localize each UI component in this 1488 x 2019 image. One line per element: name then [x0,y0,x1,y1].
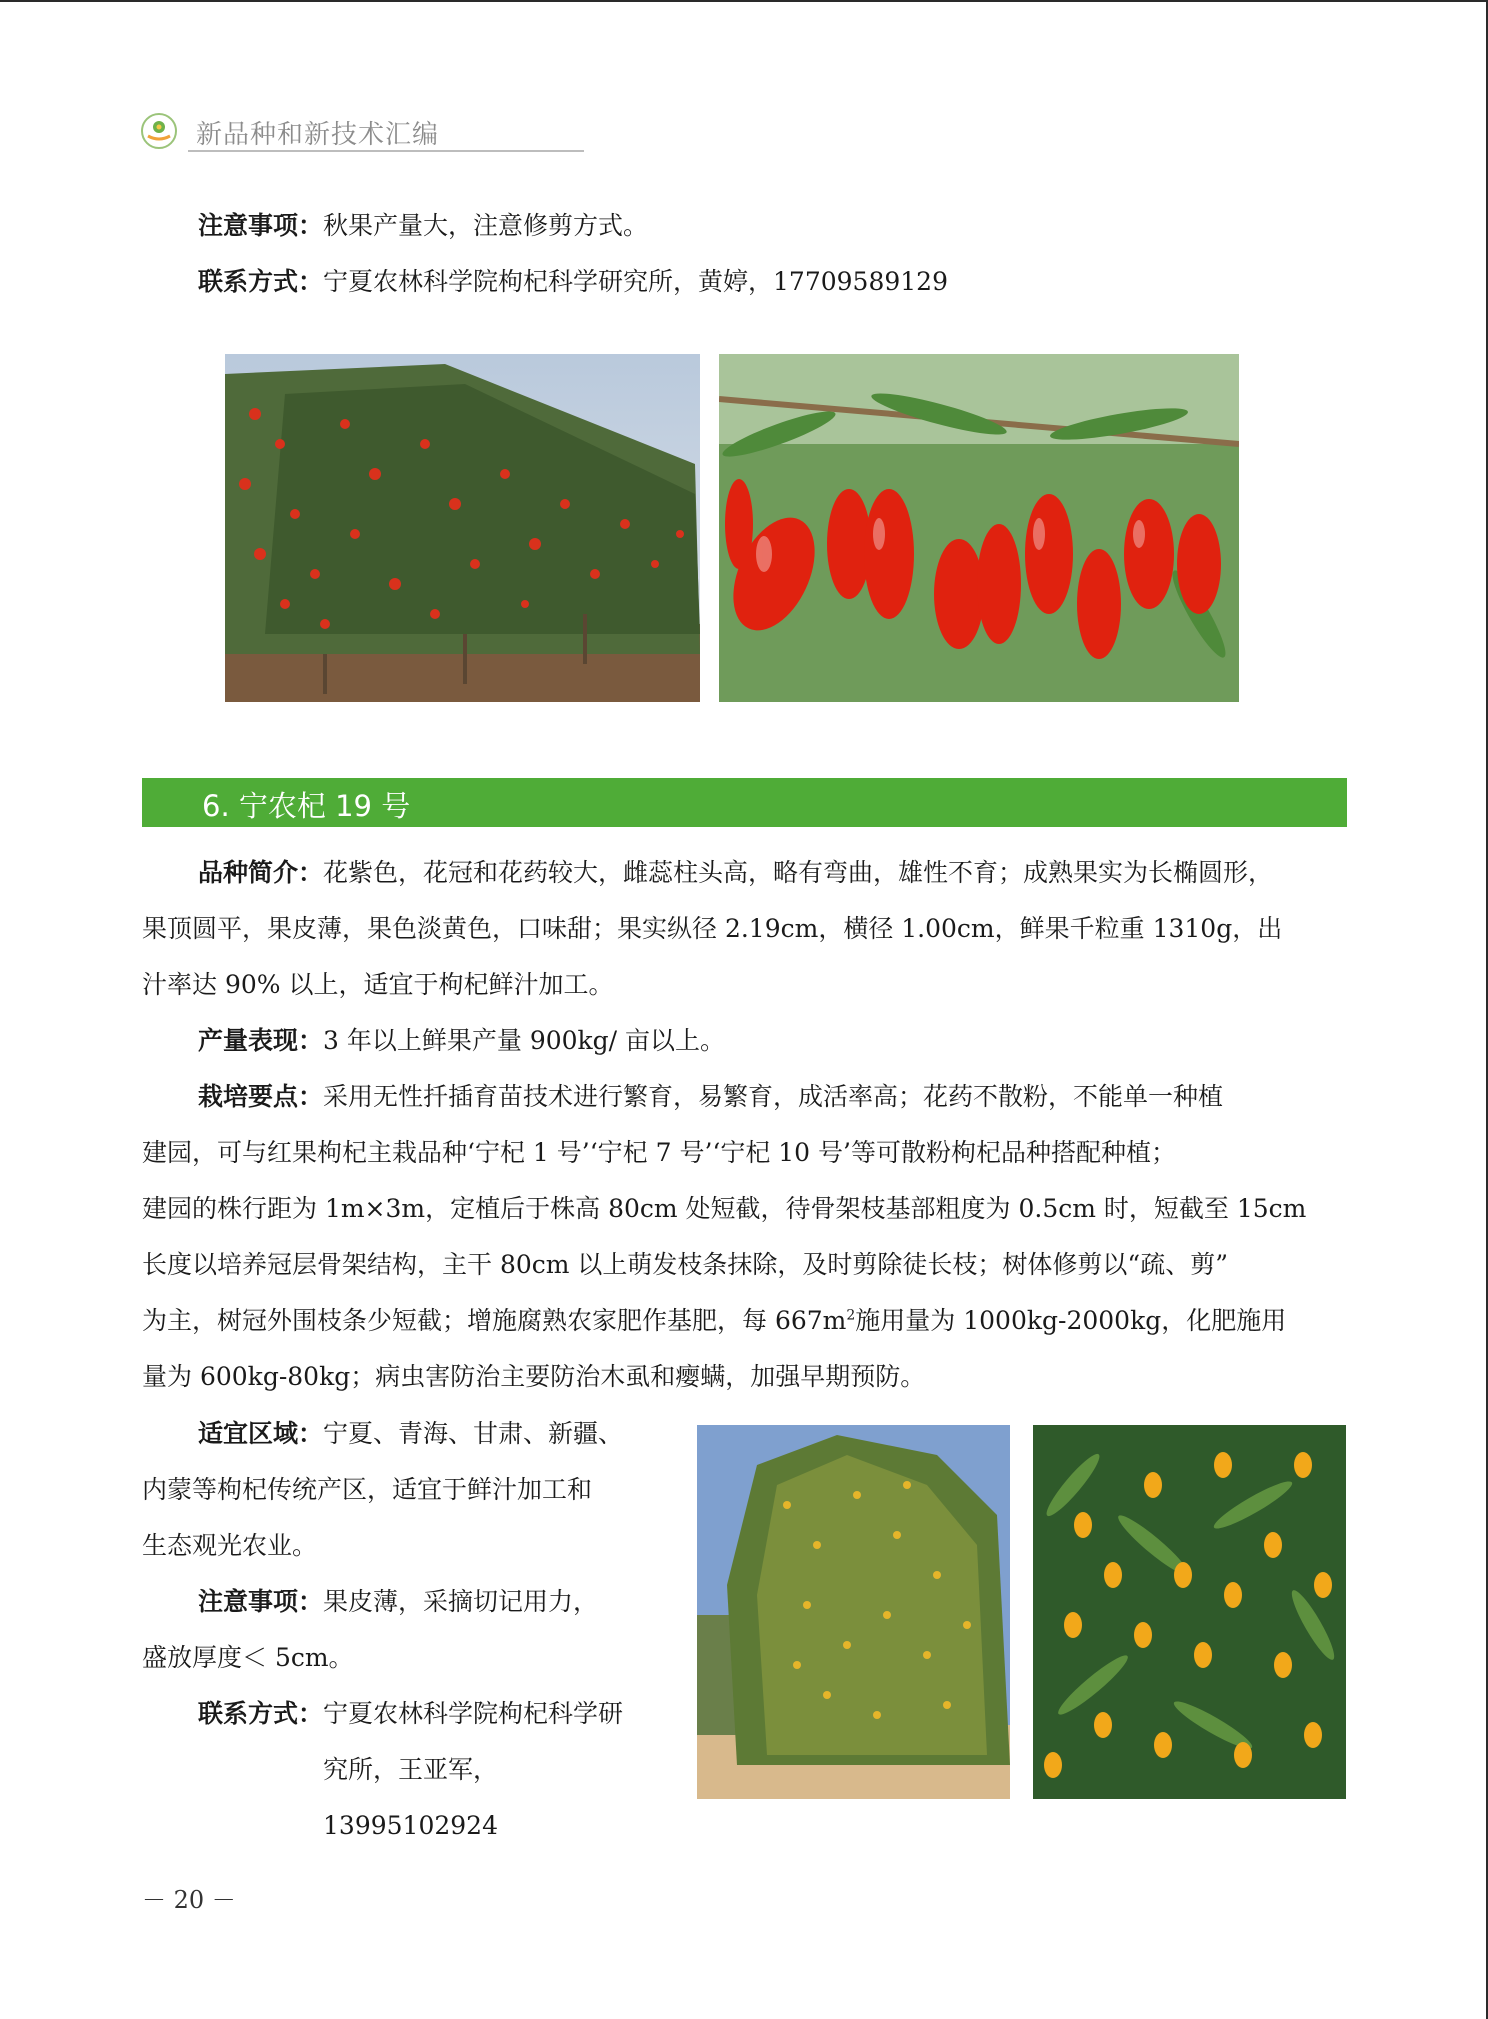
photo-yellow-wolfberry-tree [697,1425,1010,1799]
photo-red-wolfberry-closeup [719,354,1239,702]
running-header [140,110,460,154]
caution-text: 果皮薄，采摘切记用力， [323,1587,599,1616]
region-text: 宁夏、青海、甘肃、新疆、 [323,1419,624,1448]
photo-red-wolfberry-orchard [225,354,700,702]
header-underline [188,150,584,152]
yield-text: 3 年以上鲜果产量 900kg/ 亩以上。 [323,1026,726,1055]
intro-caution-text: 秋果产量大，注意修剪方式。 [323,211,649,240]
cultivation-line-5b: 施用量为 1000kg-2000kg，化肥施用 [855,1306,1287,1335]
intro-contact [198,254,948,310]
contact-text: 宁夏农林科学院枸杞科学研究所，王亚军，13995102924 [323,1699,624,1840]
area-superscript: 2 [846,1307,856,1324]
section-header-bar [142,778,1347,827]
cultivation-line-5 [142,1293,1286,1349]
intro-contact-text: 宁夏农林科学院枸杞科学研究所，黄婷，17709589129 [323,267,948,296]
region-label: 适宜区域： [198,1419,324,1448]
cultivation-line-1 [198,1069,1223,1125]
cultivation-label: 栽培要点： [198,1082,324,1111]
cultivation-text: 采用无性扦插育苗技术进行繁育，易繁育，成活率高；花药不散粉，不能单一种植 [323,1082,1224,1111]
yield-label: 产量表现： [198,1026,324,1055]
cultivation-line-6: 量为 600kg-80kg；病虫害防治主要防治木虱和瘿螨，加强早期预防。 [142,1362,926,1391]
profile-line-1 [198,845,1273,901]
yield-line [198,1013,725,1069]
region-line-3: 生态观光农业。 [142,1531,318,1560]
cultivation-line-2: 建园，可与红果枸杞主栽品种‘宁杞 1 号’‘宁杞 7 号’‘宁杞 10 号’等可散粉枸杞品种搭配种植； [142,1138,1176,1167]
caution-label: 注意事项： [198,1587,324,1616]
photo-yellow-wolfberry-closeup [1033,1425,1346,1799]
header-title: 新品种和新技术汇编 [196,120,440,150]
profile-text: 花紫色，花冠和花药较大，雌蕊柱头高，略有弯曲，雄性不育；成熟果实为长椭圆形， [323,858,1274,887]
profile-label: 品种简介： [198,858,324,887]
intro-contact-label: 联系方式： [198,267,324,296]
contact-label: 联系方式： [198,1699,324,1728]
logo-icon [140,112,178,150]
intro-caution [198,198,648,254]
intro-caution-label: 注意事项： [198,211,324,240]
contact-text-wrap [323,1686,643,1854]
top-border [0,0,1488,2]
profile-line-2: 果顶圆平，果皮薄，果色淡黄色，口味甜；果实纵径 2.19cm，横径 1.00cm，鲜果千粒重 1310g，出 [142,914,1283,943]
cultivation-line-4: 长度以培养冠层骨架结构，主干 80cm 以上萌发枝条抹除，及时剪除徒长枝；树体修剪以“疏、剪” [142,1250,1228,1279]
page-number: － 20 － [142,1886,236,1914]
contact-line [198,1686,643,1854]
cultivation-line-3: 建园的株行距为 1m×3m，定植后于株高 80cm 处短截，待骨架枝基部粗度为 0.5cm 时，短截至 15cm [142,1194,1307,1223]
region-line-1 [198,1406,623,1462]
caution-line-2: 盛放厚度＜ 5cm。 [142,1643,354,1672]
profile-line-3: 汁率达 90% 以上，适宜于枸杞鲜汁加工。 [142,970,614,999]
caution-line-1 [198,1574,598,1630]
region-line-2: 内蒙等枸杞传统产区，适宜于鲜汁加工和 [142,1475,593,1504]
section-title: 6. 宁农杞 19 号 [202,789,411,823]
cultivation-line-5a: 为主，树冠外围枝条少短截；增施腐熟农家肥作基肥，每 667m [142,1306,847,1335]
